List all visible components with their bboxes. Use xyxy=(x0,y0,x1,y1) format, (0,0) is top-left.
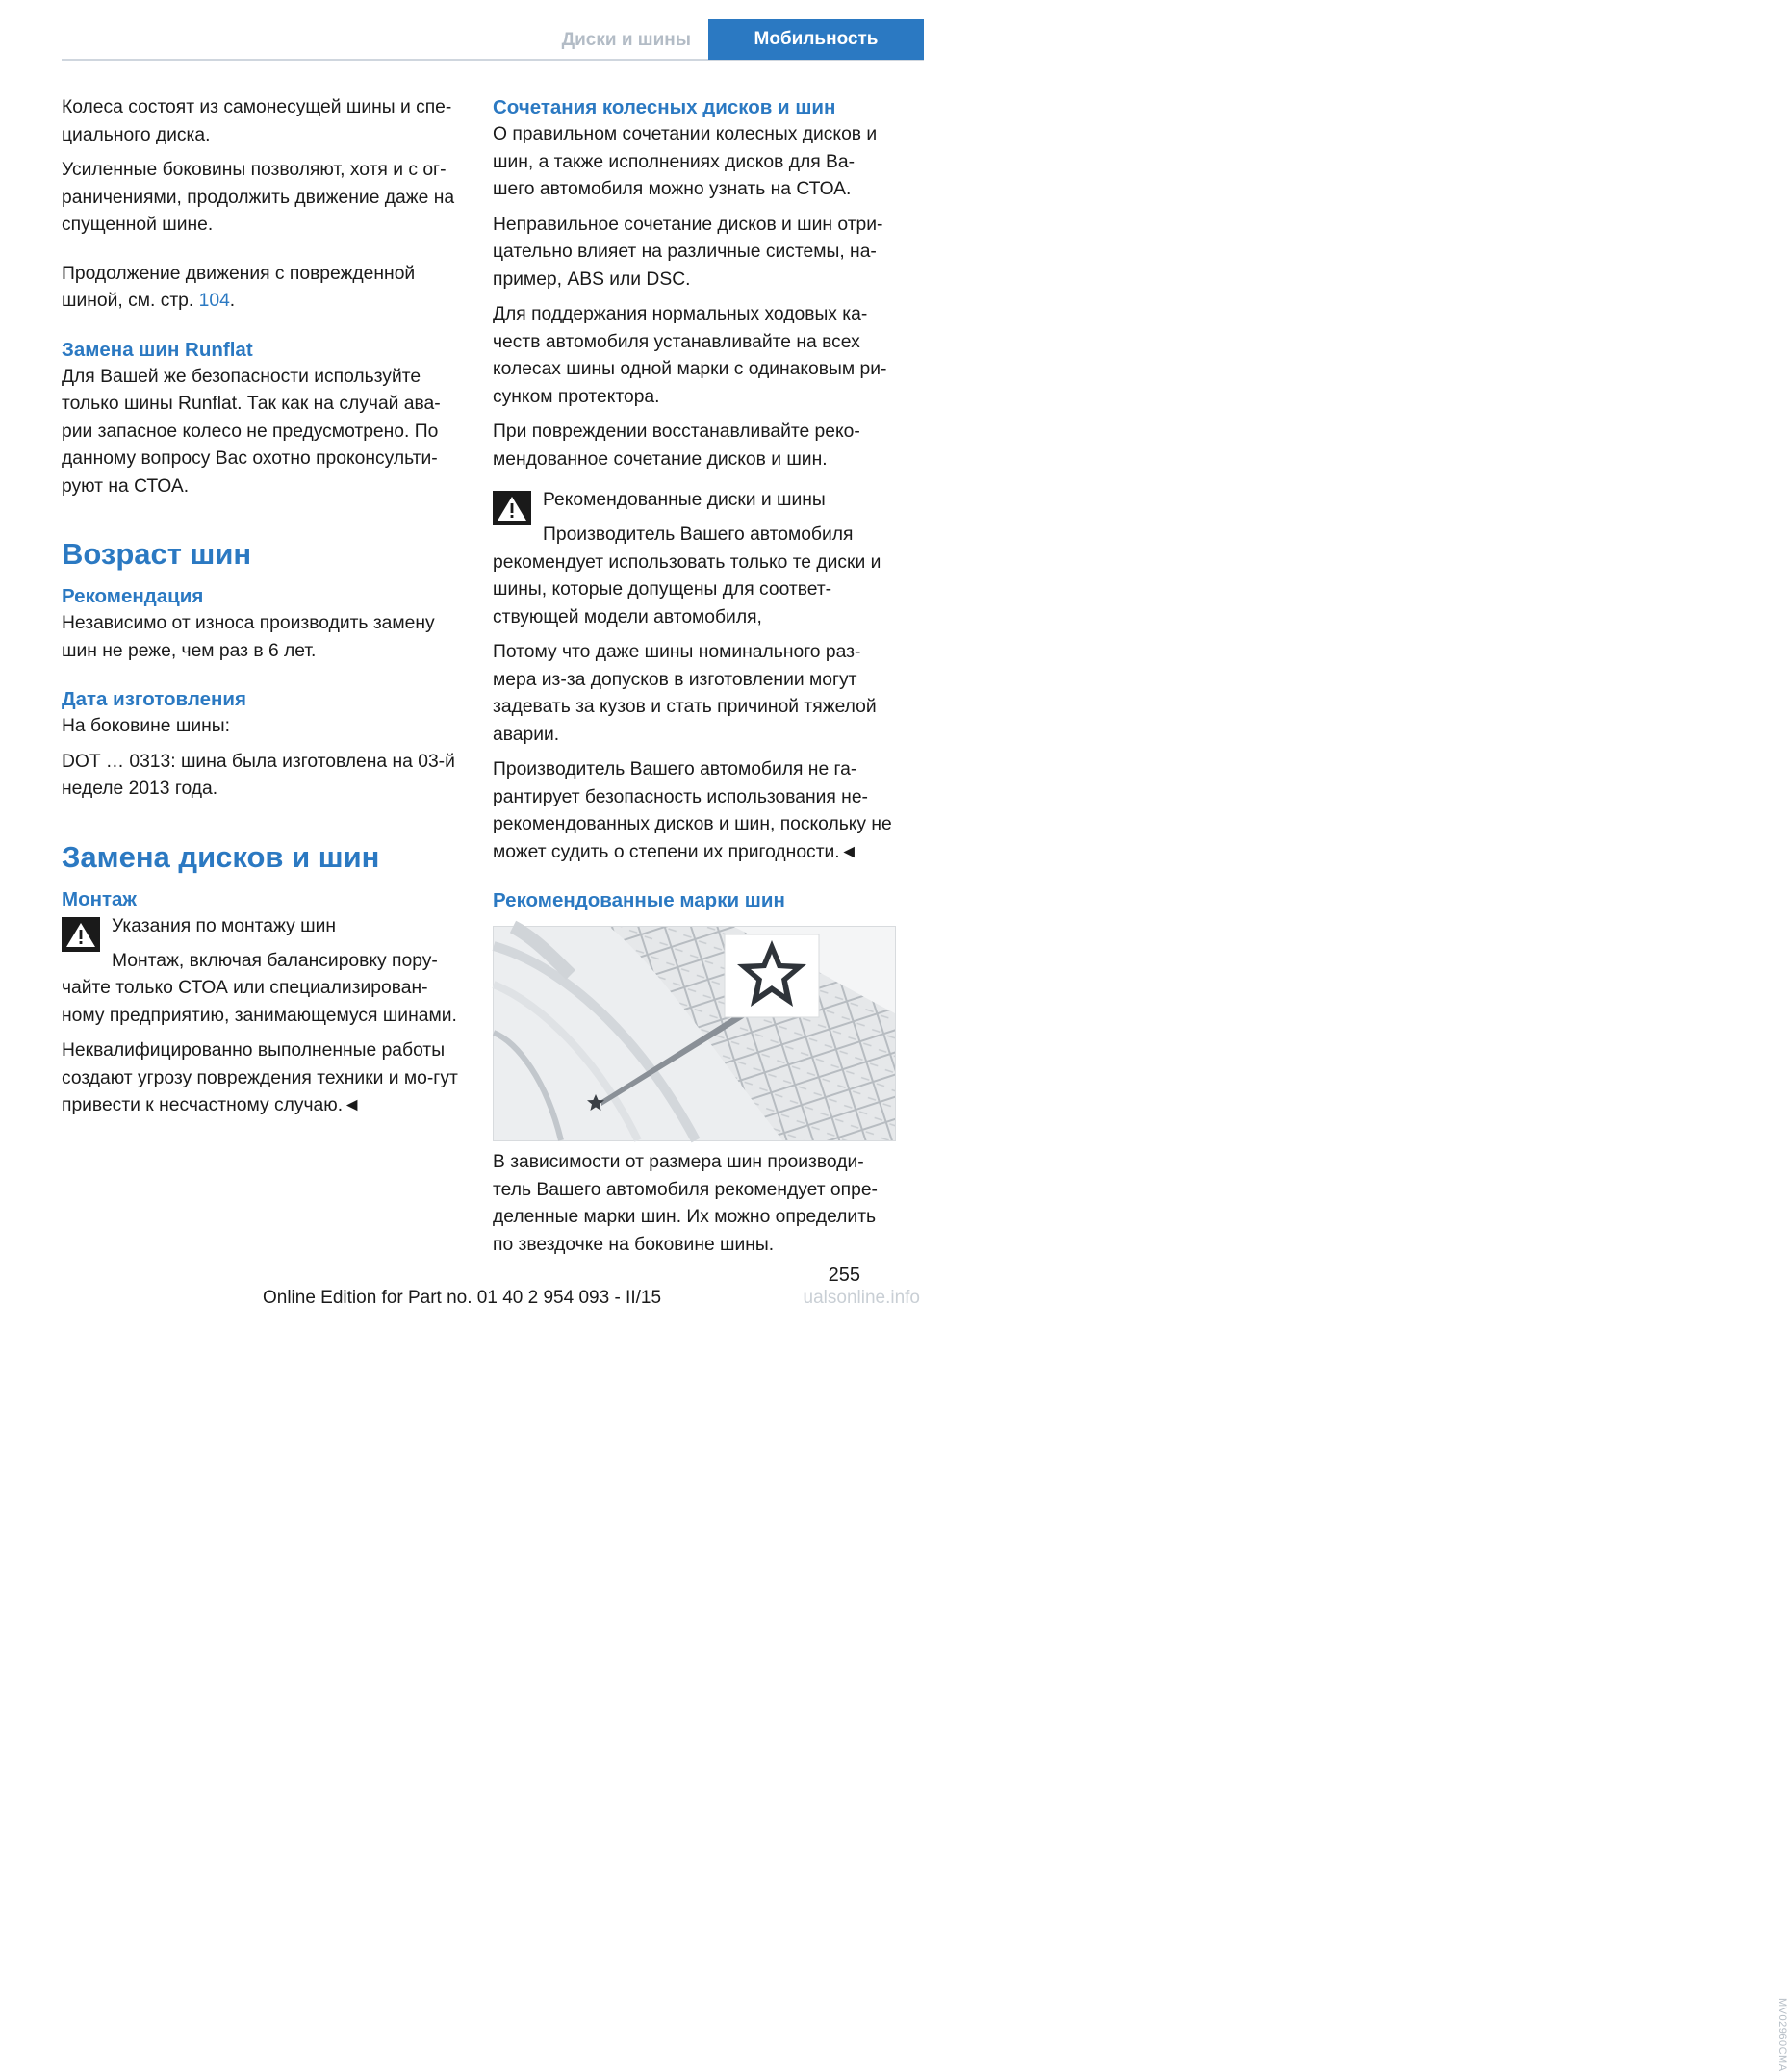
heading-manufacture-date: Дата изготовления xyxy=(62,688,246,710)
page-reference-link[interactable]: 104 xyxy=(198,291,230,311)
paragraph: Потому что даже шины номинального раз-мера из-за допусков в изготовлении могут задевать за кузов и стать причиной тяжелой аварии. xyxy=(493,642,877,745)
heading-recommended-brands: Рекомендованные марки шин xyxy=(493,889,785,911)
paragraph: Неправильное сочетание дисков и шин отри-цательно влияет на различные системы, на-пример, ABS или DSC. xyxy=(493,214,883,290)
warning-triangle-icon xyxy=(62,917,100,952)
paragraph: DOT … 0313: шина была изготовлена на 03-й неделе 2013 года. xyxy=(62,751,455,799)
heading-tire-age: Возраст шин xyxy=(62,537,252,571)
warning-body: Монтаж, включая балансировку пору-чайте только СТОА или специализирован-ному предприятию, занимающемуся шинами. xyxy=(62,950,457,1026)
warning-title: Указания по монтажу шин xyxy=(112,915,337,936)
warning-body: Производитель Вашего автомобиля рекомендует использовать только те диски и шины, которые допущены для соответ-ствующей модели автомобиля, xyxy=(493,524,881,627)
warning-block xyxy=(493,487,895,547)
paragraph: При повреждении восстанавливайте реко-мендованное сочетание дисков и шин. xyxy=(493,422,860,470)
paragraph: О правильном сочетании колесных дисков и шин, а также исполнениях дисков для Ва-шего автомобиля можно узнать на СТОА. xyxy=(493,124,878,199)
heading-mounting: Монтаж xyxy=(62,887,137,910)
chapter-tab[interactable]: Мобильность xyxy=(708,19,924,60)
tire-illustration xyxy=(494,927,895,1140)
section-tab[interactable]: Диски и шины xyxy=(561,30,691,50)
paragraph: На боковине шины: xyxy=(62,716,230,736)
heading-wheel-tire-combinations: Сочетания колесных дисков и шин xyxy=(493,96,836,118)
figure-code: MV02960CMA xyxy=(1776,1998,1788,2072)
paragraph: Для Вашей же безопасности используйте только шины Runflat. Так как на случай ава-рии запасное колесо не предусмотрено. По данному вопросу Вас охотно проконсульти-руют на СТОА. xyxy=(62,366,441,497)
paragraph-end: . xyxy=(229,291,236,311)
paragraph-with-reference xyxy=(62,261,460,316)
watermark: ualsonline.info xyxy=(803,1288,920,1308)
left-column xyxy=(62,94,460,1128)
paragraph: Неквалифицированно выполненные работы создают угрозу повреждения техники и мо-гут привести к несчастному случаю.◄ xyxy=(62,1040,458,1115)
paragraph-text: Продолжение движения с поврежденной шиной, см. стр. xyxy=(62,263,416,311)
right-column xyxy=(493,94,895,1266)
edition-footer: Online Edition for Part no. 01 40 2 954 093 - II/15 xyxy=(262,1288,662,1308)
paragraph: Для поддержания нормальных ходовых ка-честв автомобиля устанавливайте на всех колесах шины одной марки с одинаковым ри-сунком протектора. xyxy=(493,304,887,407)
paragraph: В зависимости от размера шин производи-тель Вашего автомобиля рекомендует опре-деленные марки шин. Их можно определить по звездочке на боковине шины. xyxy=(493,1152,878,1255)
heading-runflat: Замена шин Runflat xyxy=(62,338,253,361)
warning-title: Рекомендованные диски и шины xyxy=(543,490,826,510)
paragraph: Независимо от износа производить замену шин не реже, чем раз в 6 лет. xyxy=(62,613,435,661)
paragraph: Производитель Вашего автомобиля не га-рантирует безопасность использования не-рекомендованных дисков и шин, поскольку не может судить о степени их пригодности.◄ xyxy=(493,759,892,862)
tire-sidewall-figure xyxy=(493,926,896,1141)
heading-recommendation: Рекомендация xyxy=(62,585,204,607)
warning-block xyxy=(62,913,460,973)
paragraph: Колеса состоят из самонесущей шины и спе-циального диска. xyxy=(62,97,452,145)
heading-replace-wheels: Замена дисков и шин xyxy=(62,839,380,874)
page-number: 255 xyxy=(828,1265,860,1286)
paragraph: Усиленные боковины позволяют, хотя и с ог-раничениями, продолжить движение даже на спущенной шине. xyxy=(62,160,455,235)
warning-triangle-icon xyxy=(493,491,531,525)
